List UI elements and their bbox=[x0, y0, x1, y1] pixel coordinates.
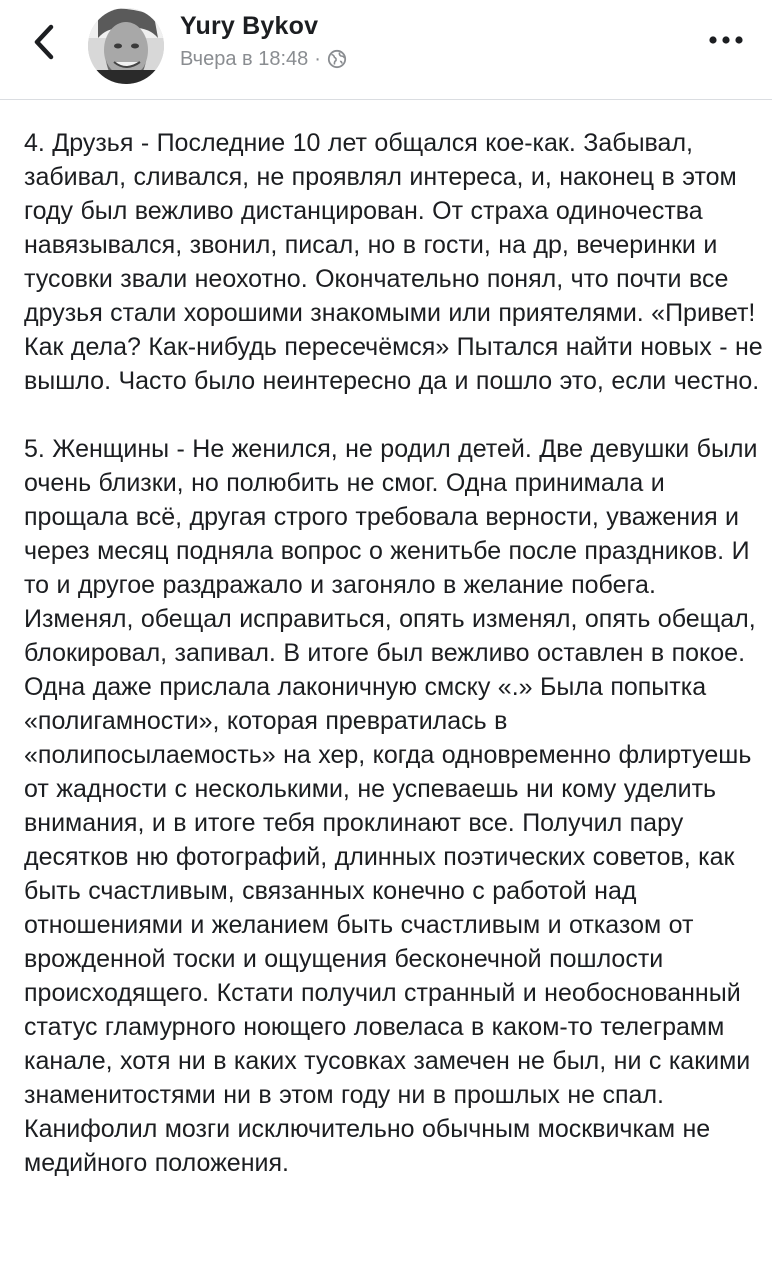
avatar[interactable] bbox=[88, 8, 164, 84]
more-options-button[interactable] bbox=[706, 28, 746, 52]
post-text bbox=[24, 126, 764, 1180]
back-button[interactable] bbox=[24, 20, 64, 64]
post-meta bbox=[180, 46, 347, 72]
meta-separator: · bbox=[314, 47, 321, 70]
post-header bbox=[0, 0, 772, 100]
ellipsis-icon bbox=[708, 35, 744, 45]
chevron-left-icon bbox=[33, 24, 55, 60]
post-timestamp[interactable]: Вчера в 18:48 bbox=[180, 47, 309, 70]
post-paragraph-friends: 4. Друзья - Последние 10 лет общался кое-как. Забывал, забивал, сливался, не проявлял интереса, и, наконец в этом году был вежливо дистанцирован. От страха одиночества навязывался, звонил, писал, но в гости, на др, вечеринки и тусовки звали неохотно. Окончательно понял, что почти все друзья стали хорошими знакомыми или приятелями. «Привет! Как дела? Как-нибудь пересечёмся» Пытался найти новых - не вышло. Часто было неинтересно да и пошло это, если честно. bbox=[24, 129, 763, 395]
globe-icon[interactable] bbox=[327, 49, 347, 69]
post-paragraph-women: 5. Женщины - Не женился, не родил детей. Две девушки были очень близки, но полюбить не смог. Одна принимала и прощала всё, другая строго требовала верности, уважения и через месяц подняла вопрос о женитьбе после праздников. И то и другое раздражало и загоняло в желание побега. Изменял, обещал исправиться, опять изменял, опять обещал, блокировал, запивал. В итоге был вежливо оставлен в покое. Одна даже прислала лаконичную смску «.» Была попытка «полигамности», которая превратилась в «полипосылаемость» на хер, когда одновременно флиртуешь от жадности с несколькими, не успеваешь ни кому уделить внимания, и в итоге тебя проклинают все. Получил пару десятков ню фотографий, длинных поэтических советов, как быть счастливым, связанных конечно с работой над отношениями и желанием быть счастливым и отказом от врожденной тоски и ощущения бесконечной пошлости происходящего. Кстати получил странный и необоснованный статус гламурного ноющего ловеласа в каком-то телеграмм канале, хотя ни в каких тусовках замечен не был, ни с какими знаменитостями ни в этом году ни в прошлых не спал. Канифолил мозги исключительно обычным москвичкам не медийного положения. bbox=[24, 435, 758, 1177]
author-name[interactable]: Yury Bykov bbox=[180, 12, 319, 40]
